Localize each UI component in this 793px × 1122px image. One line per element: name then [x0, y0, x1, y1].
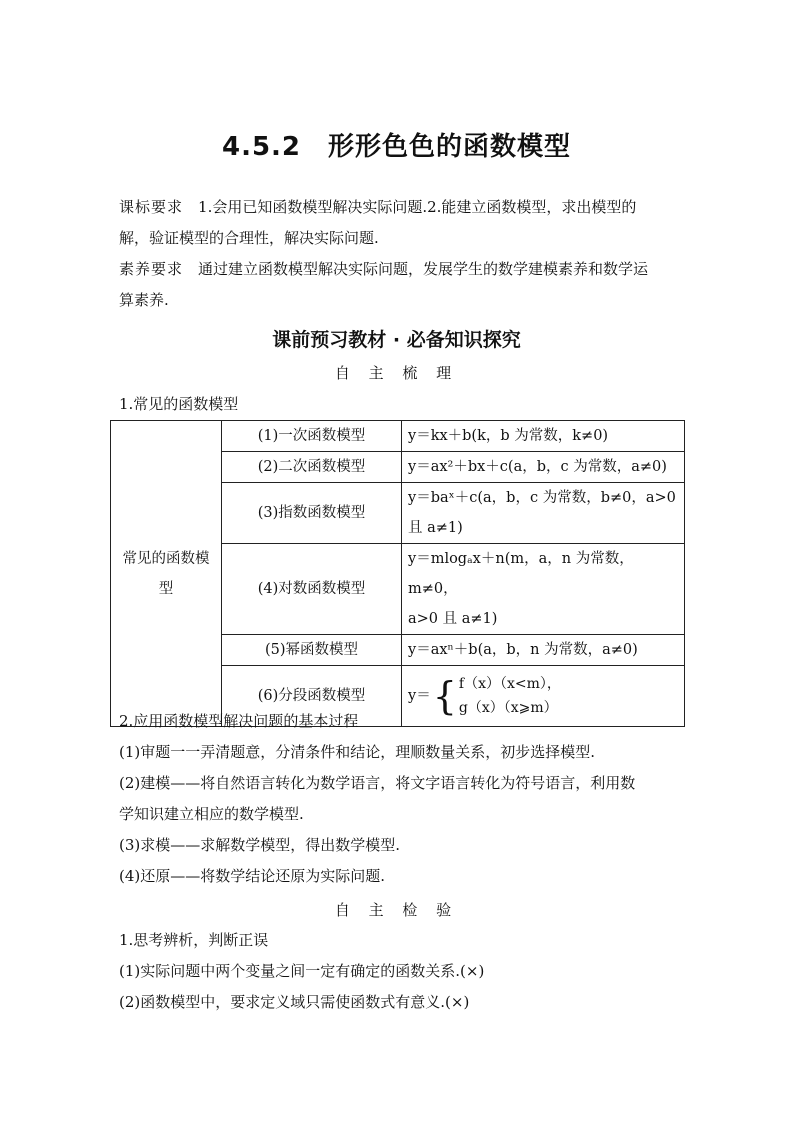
model-name: (2)二次函数模型: [222, 452, 402, 483]
literacy-requirement-line-1: [119, 259, 648, 279]
curriculum-label: 课标要求: [119, 198, 184, 216]
process-step-1: (1)审题一一弄清题意，分清条件和结论，理顺数量关系，初步选择模型.: [119, 743, 596, 761]
curriculum-requirement-line-2: 解，验证模型的合理性，解决实际问题.: [119, 229, 379, 247]
group-cell: 常见的函数模 型: [111, 421, 222, 727]
piecewise-formula: y＝ { f（x）（x<m）， g（x）（x⩾m）: [408, 674, 561, 718]
model-formula: [402, 666, 685, 727]
model-formula: y＝ax²＋bx＋c(a，b，c 为常数，a≠0): [402, 452, 685, 483]
function-models-table: [110, 420, 685, 727]
literacy-requirement-line-2: 算素养.: [119, 291, 169, 309]
curriculum-requirement-line-1: [119, 197, 636, 217]
model-name: (4)对数函数模型: [222, 544, 402, 635]
page-title: 4.5.2 形形色色的函数模型: [221, 132, 572, 162]
table-row: [111, 421, 685, 452]
judgement-question-1: (1)实际问题中两个变量之间一定有确定的函数关系.(×): [119, 962, 485, 980]
process-step-4: (4)还原——将数学结论还原为实际问题.: [119, 867, 386, 885]
left-brace: {: [432, 674, 457, 718]
process-step-2-line-2: 学知识建立相应的数学模型.: [119, 805, 304, 823]
model-name: (3)指数函数模型: [222, 483, 402, 544]
judgement-question-2: (2)函数模型中，要求定义域只需使函数式有意义.(×): [119, 993, 470, 1011]
model-formula: y＝mlogₐx＋n(m，a，n 为常数，m≠0， a>0 且 a≠1): [402, 544, 685, 635]
process-title: 2.应用函数模型解决问题的基本过程: [119, 712, 359, 730]
process-step-2-line-1: (2)建模——将自然语言转化为数学语言，将文字语言转化为符号语言，利用数: [119, 774, 636, 792]
piecewise-cases: f（x）（x<m）， g（x）（x⩾m）: [458, 676, 561, 716]
literacy-text-1: 通过建立函数模型解决实际问题，发展学生的数学建模素养和数学运: [198, 260, 649, 278]
judgement-title: 1.思考辨析，判断正误: [119, 931, 269, 949]
section-heading: 课前预习教材 · 必备知识探究: [272, 329, 521, 351]
process-step-3: (3)求模——求解数学模型，得出数学模型.: [119, 836, 401, 854]
self-review-subheading: 自 主 梳 理: [334, 364, 459, 382]
self-check-subheading: 自 主 检 验: [334, 901, 459, 919]
model-name: (5)幂函数模型: [222, 635, 402, 666]
model-name: (6)分段函数模型: [222, 666, 402, 727]
common-models-title: 1.常见的函数模型: [119, 395, 239, 413]
literacy-label: 素养要求: [119, 260, 184, 278]
model-formula: y＝axⁿ＋b(a，b，n 为常数，a≠0): [402, 635, 685, 666]
model-name: (1)一次函数模型: [222, 421, 402, 452]
model-formula: y＝baˣ＋c(a，b，c 为常数，b≠0，a>0 且 a≠1): [402, 483, 685, 544]
curriculum-text-1: 1.会用已知函数模型解决实际问题.2.能建立函数模型，求出模型的: [198, 198, 637, 216]
model-formula: y＝kx＋b(k，b 为常数，k≠0): [402, 421, 685, 452]
